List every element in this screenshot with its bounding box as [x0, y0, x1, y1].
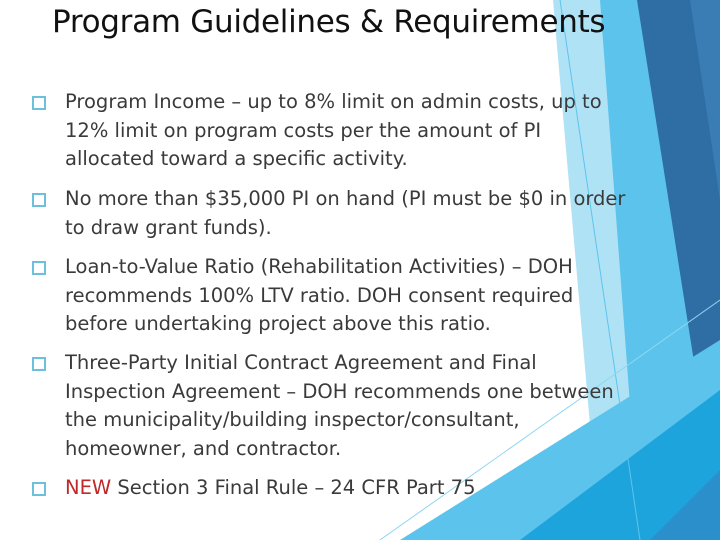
square-bullet-icon [32, 482, 46, 496]
square-bullet-icon [32, 96, 46, 110]
bullet-text: Section 3 Final Rule – 24 CFR Part 75 [111, 476, 476, 499]
bullet-item [32, 474, 692, 503]
bullet-text: Loan-to-Value Ratio (Rehabilitation Activities) – DOH recommends 100% LTV ratio. DOH consent required before undertaking project above this ratio. [65, 255, 574, 336]
bullet-text: Program Income – up to 8% limit on admin costs, up to 12% limit on program costs per the amount of PI allocated toward a specific activity. [65, 90, 602, 171]
bullet-item [32, 253, 692, 339]
square-bullet-icon [32, 357, 46, 371]
bullet-item [32, 88, 692, 174]
square-bullet-icon [32, 193, 46, 207]
bullet-item [32, 185, 692, 242]
bullet-text: No more than $35,000 PI on hand (PI must be $0 in order to draw grant funds). [65, 187, 626, 239]
slide-title: Program Guidelines & Requirements [52, 4, 606, 40]
bullet-item [32, 349, 692, 464]
bullet-text: Three-Party Initial Contract Agreement and Final Inspection Agreement – DOH recommends one between the municipality/building inspector/consultant, homeowner, and contractor. [65, 351, 614, 461]
new-label: NEW [65, 476, 112, 499]
square-bullet-icon [32, 261, 46, 275]
